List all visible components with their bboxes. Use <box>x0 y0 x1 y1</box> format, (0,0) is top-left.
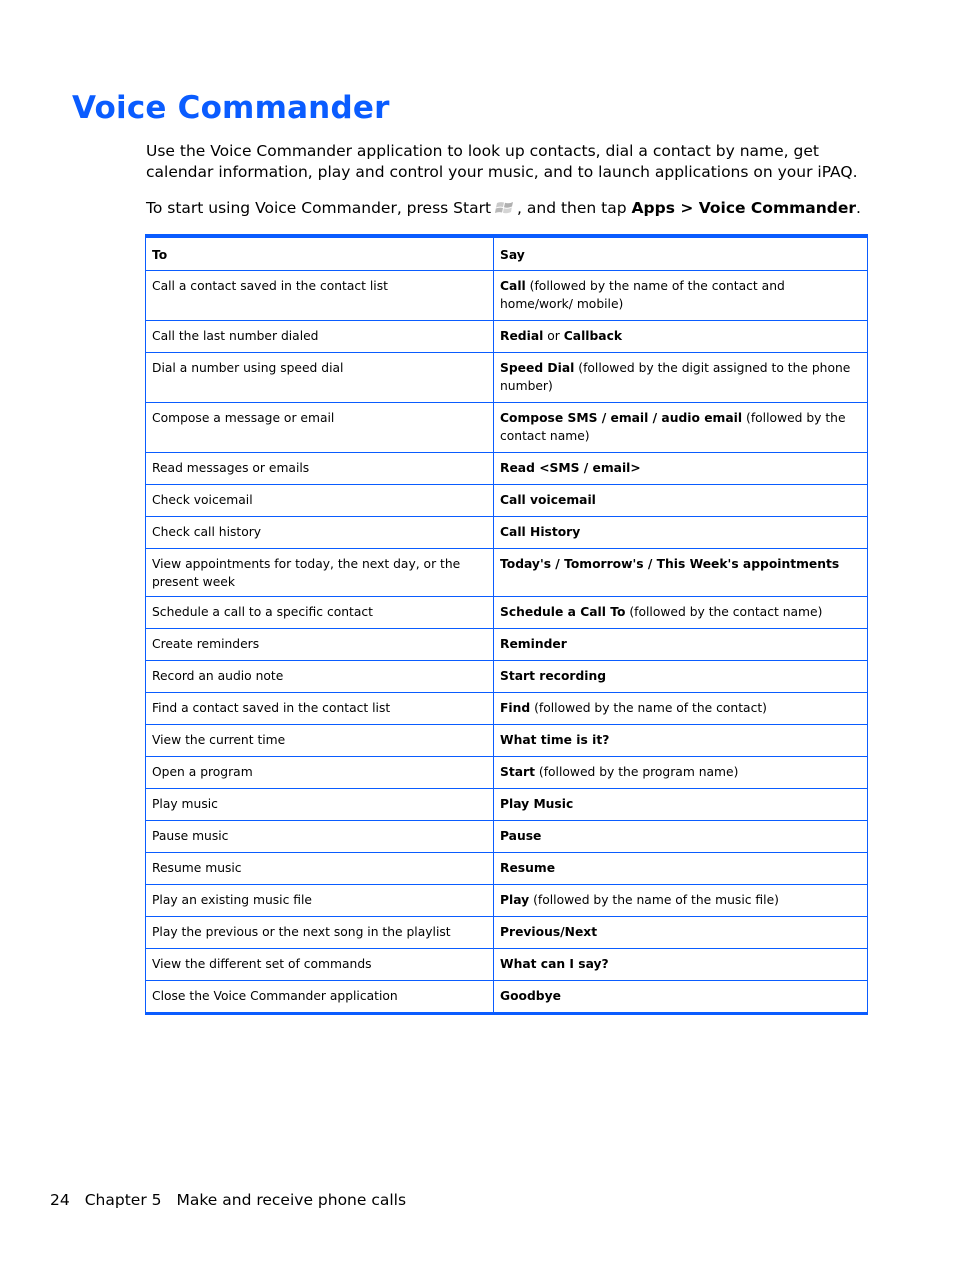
say-command: Resume <box>500 861 556 875</box>
chapter-title: Make and receive phone calls <box>176 1191 407 1209</box>
cell-to: Play the previous or the next song in the playlist <box>146 917 494 949</box>
say-command: Call voicemail <box>500 493 596 507</box>
table-row <box>146 271 868 321</box>
cell-to: Play music <box>146 789 494 821</box>
say-command: Pause <box>500 829 542 843</box>
cell-to: Create reminders <box>146 629 494 661</box>
say-command: Read <SMS / email> <box>500 461 641 475</box>
say-command: What can I say? <box>500 957 609 971</box>
start-suffix: . <box>856 199 861 217</box>
table-row <box>146 453 868 485</box>
say-command-alt: Callback <box>563 329 623 343</box>
table-row <box>146 885 868 917</box>
intro-paragraph: Use the Voice Commander application to look up contacts, dial a contact by name, get calendar information, play and control your music, and to launch applications on your iPAQ. <box>146 142 858 181</box>
cell-to: View appointments for today, the next day, or the present week <box>146 549 494 597</box>
cell-to: View the current time <box>146 725 494 757</box>
say-command: Play Music <box>500 797 574 811</box>
chapter-label: Chapter 5 <box>84 1191 162 1209</box>
table-header-row <box>146 236 868 271</box>
cell-say <box>494 549 868 597</box>
cell-to: View the different set of commands <box>146 949 494 981</box>
cell-to: Call the last number dialed <box>146 321 494 353</box>
cell-say <box>494 485 868 517</box>
say-note: (followed by the digit assigned to the phone number) <box>500 361 851 393</box>
say-note: (followed by the name of the music file) <box>529 893 779 907</box>
cell-say <box>494 981 868 1014</box>
table-row <box>146 403 868 453</box>
say-command: Start recording <box>500 669 607 683</box>
say-command: Previous/Next <box>500 925 598 939</box>
cell-to: Resume music <box>146 853 494 885</box>
start-middle: , and then tap <box>517 199 632 217</box>
header-say: Say <box>494 236 868 271</box>
cell-to: Play an existing music file <box>146 885 494 917</box>
cell-to: Read messages or emails <box>146 453 494 485</box>
table-row <box>146 597 868 629</box>
say-note: (followed by the name of the contact and home/work/ mobile) <box>500 279 785 311</box>
table-row <box>146 821 868 853</box>
cell-say <box>494 885 868 917</box>
say-command: Call <box>500 279 526 293</box>
start-prefix: To start using Voice Commander, press Start <box>146 199 492 217</box>
cell-to: Compose a message or email <box>146 403 494 453</box>
commands-table <box>145 234 868 1015</box>
say-command: Redial <box>500 329 544 343</box>
cell-say <box>494 661 868 693</box>
table-row <box>146 789 868 821</box>
say-command: Reminder <box>500 637 567 651</box>
say-note: (followed by the contact name) <box>625 605 823 619</box>
cell-to: Pause music <box>146 821 494 853</box>
cell-say <box>494 789 868 821</box>
cell-say <box>494 271 868 321</box>
cell-say <box>494 693 868 725</box>
say-note: (followed by the contact name) <box>500 411 846 443</box>
say-command: Start <box>500 765 535 779</box>
cell-say <box>494 597 868 629</box>
cell-say <box>494 453 868 485</box>
page-number: 24 <box>50 1191 70 1209</box>
cell-to: Record an audio note <box>146 661 494 693</box>
say-command: Goodbye <box>500 989 561 1003</box>
cell-say <box>494 949 868 981</box>
cell-to: Close the Voice Commander application <box>146 981 494 1014</box>
cell-say <box>494 403 868 453</box>
header-to: To <box>146 236 494 271</box>
cell-to: Open a program <box>146 757 494 789</box>
cell-to: Check call history <box>146 517 494 549</box>
table-row <box>146 853 868 885</box>
cell-to: Dial a number using speed dial <box>146 353 494 403</box>
page-footer <box>50 1191 421 1209</box>
say-command: Play <box>500 893 530 907</box>
table-row <box>146 757 868 789</box>
table-row <box>146 725 868 757</box>
cell-say <box>494 353 868 403</box>
cell-say <box>494 917 868 949</box>
say-command: What time is it? <box>500 733 610 747</box>
cell-to: Find a contact saved in the contact list <box>146 693 494 725</box>
say-note: (followed by the name of the contact) <box>530 701 767 715</box>
cell-say <box>494 725 868 757</box>
table-row <box>146 485 868 517</box>
page-title: Voice Commander <box>72 90 390 126</box>
cell-say <box>494 629 868 661</box>
table-row <box>146 693 868 725</box>
say-command: Find <box>500 701 531 715</box>
table-row <box>146 981 868 1014</box>
table-row <box>146 661 868 693</box>
table-row <box>146 353 868 403</box>
table-row <box>146 517 868 549</box>
table-row <box>146 629 868 661</box>
say-command: Compose SMS / email / audio email <box>500 411 743 425</box>
start-instructions <box>146 198 866 219</box>
say-command: Today's / Tomorrow's / This Week's appointments <box>500 557 840 571</box>
say-command: Speed Dial <box>500 361 575 375</box>
table-row <box>146 321 868 353</box>
cell-say <box>494 853 868 885</box>
say-connector: or <box>543 329 564 343</box>
say-command: Schedule a Call To <box>500 605 626 619</box>
say-command: Call History <box>500 525 581 539</box>
cell-say <box>494 821 868 853</box>
apps-path: Apps > Voice Commander <box>631 199 856 217</box>
cell-say <box>494 517 868 549</box>
windows-start-icon <box>495 199 515 215</box>
cell-to: Call a contact saved in the contact list <box>146 271 494 321</box>
cell-say <box>494 757 868 789</box>
table-row <box>146 549 868 597</box>
cell-say <box>494 321 868 353</box>
say-note: (followed by the program name) <box>534 765 739 779</box>
table-row <box>146 917 868 949</box>
cell-to: Schedule a call to a specific contact <box>146 597 494 629</box>
cell-to: Check voicemail <box>146 485 494 517</box>
table-row <box>146 949 868 981</box>
